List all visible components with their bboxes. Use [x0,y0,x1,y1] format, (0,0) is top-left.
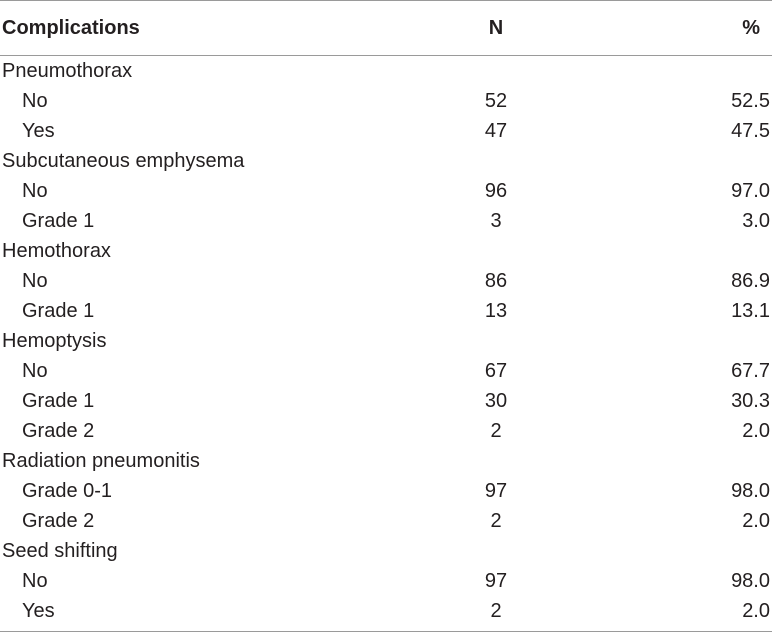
row-percent: 13.1 [731,300,770,322]
row-n: 97 [484,570,508,592]
row-n: 96 [484,180,508,202]
row-n: 86 [484,270,508,292]
group-row [0,326,772,356]
table-row [0,386,772,416]
row-percent: 86.9 [731,270,770,292]
row-label: No [22,570,48,592]
group-label: Hemoptysis [2,330,107,352]
header-percent: % [742,16,760,39]
table-row [0,416,772,446]
table-row [0,356,772,386]
table-row [0,596,772,626]
row-percent: 98.0 [731,570,770,592]
group-row [0,236,772,266]
row-percent: 97.0 [731,180,770,202]
row-n: 2 [490,600,502,622]
header-complications: Complications [2,16,140,39]
row-n: 47 [484,120,508,142]
row-percent: 47.5 [731,120,770,142]
row-n: 2 [490,420,502,442]
row-percent: 98.0 [731,480,770,502]
row-label: No [22,90,48,112]
row-label: Grade 2 [22,420,95,442]
group-row [0,56,772,86]
group-row [0,536,772,566]
table-body [0,56,772,626]
row-label: Yes [22,120,55,142]
group-label: Subcutaneous emphysema [2,150,245,172]
row-percent: 52.5 [731,90,770,112]
row-n: 67 [484,360,508,382]
row-label: Grade 2 [22,510,95,532]
row-percent: 2.0 [742,600,770,622]
row-label: Grade 1 [22,390,95,412]
row-label: Grade 1 [22,300,95,322]
table-row [0,176,772,206]
table-row [0,86,772,116]
group-label: Seed shifting [2,540,118,562]
row-n: 97 [484,480,508,502]
row-n: 2 [490,510,502,532]
group-row [0,146,772,176]
group-label: Hemothorax [2,240,111,262]
row-percent: 67.7 [731,360,770,382]
group-row [0,446,772,476]
row-label: No [22,180,48,202]
row-n: 52 [484,90,508,112]
header-row [0,0,772,56]
row-percent: 30.3 [731,390,770,412]
table-row [0,476,772,506]
table-row [0,266,772,296]
row-label: Grade 0-1 [22,480,113,502]
row-percent: 3.0 [742,210,770,232]
header-n: N [488,16,504,39]
row-label: Grade 1 [22,210,95,232]
table-row [0,506,772,536]
row-n: 13 [484,300,508,322]
table-row [0,296,772,326]
row-n: 3 [490,210,502,232]
row-label: Yes [22,600,55,622]
row-label: No [22,360,48,382]
group-label: Radiation pneumonitis [2,450,200,472]
group-label: Pneumothorax [2,60,133,82]
table-row [0,206,772,236]
row-label: No [22,270,48,292]
row-n: 30 [484,390,508,412]
row-percent: 2.0 [742,420,770,442]
table-row [0,566,772,596]
row-percent: 2.0 [742,510,770,532]
table-row [0,116,772,146]
table-header [0,0,772,56]
